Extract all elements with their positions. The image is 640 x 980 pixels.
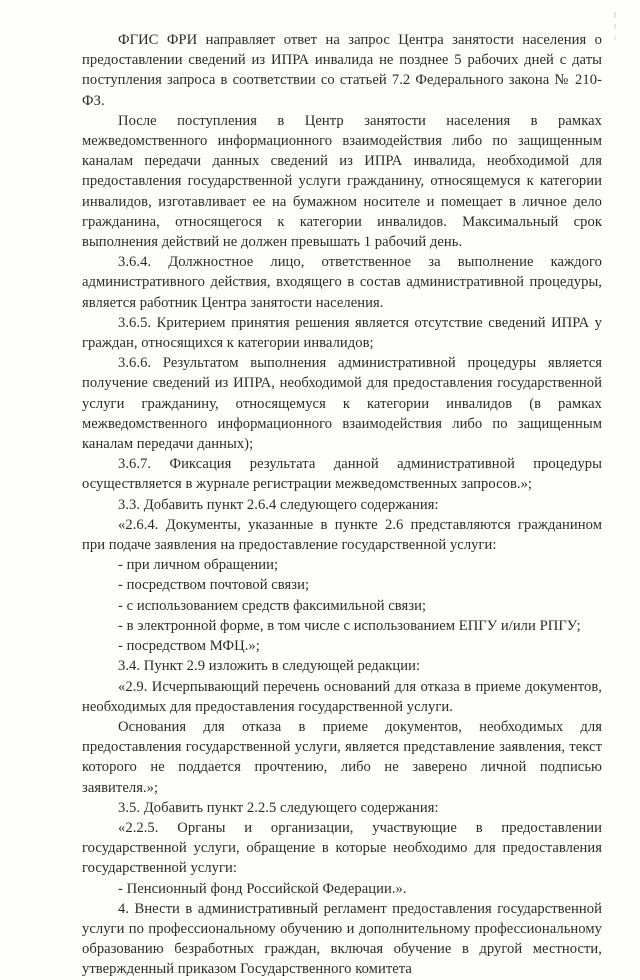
paragraph-3-6-4: 3.6.4. Должностное лицо, ответственное за выполнение каждого административного действия, входящего в состав административной процедуры, является работник Центра занятости населения. bbox=[82, 254, 602, 311]
scan-artifact-marks bbox=[610, 10, 620, 50]
paragraph-3-6-6: 3.6.6. Результатом выполнения административной процедуры является получение сведений из ИПРА, необходимой для предоставления государственной услуги гражданину, относящемуся к категории инвалидов (в рамках межведомственного информационного взаимодействия либо по защищенным каналам передачи данных); bbox=[82, 355, 602, 453]
list-item: - при личном обращении; bbox=[118, 557, 279, 574]
list-item: - Пенсионный фонд Российской Федерации.». bbox=[118, 880, 407, 897]
list-item: - посредством почтовой связи; bbox=[118, 577, 310, 594]
list-item: - посредством МФЦ.»; bbox=[118, 638, 260, 655]
paragraph-2-6-4: «2.6.4. Документы, указанные в пункте 2.6 представляются гражданином при подаче заявления на предоставление государственной услуги: bbox=[82, 516, 602, 554]
paragraph-3-6-5: 3.6.5. Критерием принятия решения является отсутствие сведений ИПРА у граждан, относящихся к категории инвалидов; bbox=[82, 314, 602, 352]
paragraph-2-9: «2.9. Исчерпывающий перечень оснований для отказа в приеме документов, необходимых для предоставления государственной услуги. bbox=[82, 678, 602, 715]
list-item: - в электронной форме, в том числе с использованием ЕПГУ и/или РПГУ; bbox=[118, 617, 581, 634]
list-item: - с использованием средств факсимильной связи; bbox=[118, 597, 427, 614]
paragraph-refusal-grounds: Основания для отказа в приеме документов, необходимых для предоставления государственной услуги, является представление заявления, текст которого не поддается прочтению, либо не заверено личной подписью заявителя.»; bbox=[82, 718, 602, 796]
paragraph-after-receipt: После поступления в Центр занятости населения в рамках межведомственного информационного взаимодействия либо по защищенным каналам передачи данных сведений из ИПРА инвалида, необходимой для предоставления государственной услуги гражданину, относящемуся к категории инвалидов, изготавливает ее на бумажном носителе и помещает в личное дело гражданина, относящегося к категории инвалидов. Максимальный срок выполнения действий не должен превышать 1 рабочий день. bbox=[82, 112, 602, 251]
paragraph-3-5: 3.5. Добавить пункт 2.2.5 следующего содержания: bbox=[118, 799, 439, 816]
document-body bbox=[82, 30, 602, 980]
paragraph-3-6-7: 3.6.7. Фиксация результата данной административной процедуры осуществляется в журнале регистрации межведомственных запросов.»; bbox=[82, 456, 602, 493]
paragraph-3-4: 3.4. Пункт 2.9 изложить в следующей редакции: bbox=[118, 658, 421, 675]
paragraph-fgis-response: ФГИС ФРИ направляет ответ на запрос Центра занятости населения о предоставлении сведений из ИПРА инвалида не позднее 5 рабочих дней с даты поступления запроса в соответствии со статьей 7.2 Федерального закона № 210-ФЗ. bbox=[82, 32, 602, 109]
paragraph-3-3: 3.3. Добавить пункт 2.6.4 следующего содержания: bbox=[118, 496, 439, 513]
paragraph-2-2-5: «2.2.5. Органы и организации, участвующие в предоставлении государственной услуги, обращение в которые необходимо для предоставления государственной услуги: bbox=[82, 819, 602, 877]
paragraph-4: 4. Внести в административный регламент предоставления государственной услуги по профессиональному обучению и дополнительному профессиональному образованию безработных граждан, включая обучение в другой местности, утвержденный приказом Государственного комитета bbox=[82, 900, 602, 978]
